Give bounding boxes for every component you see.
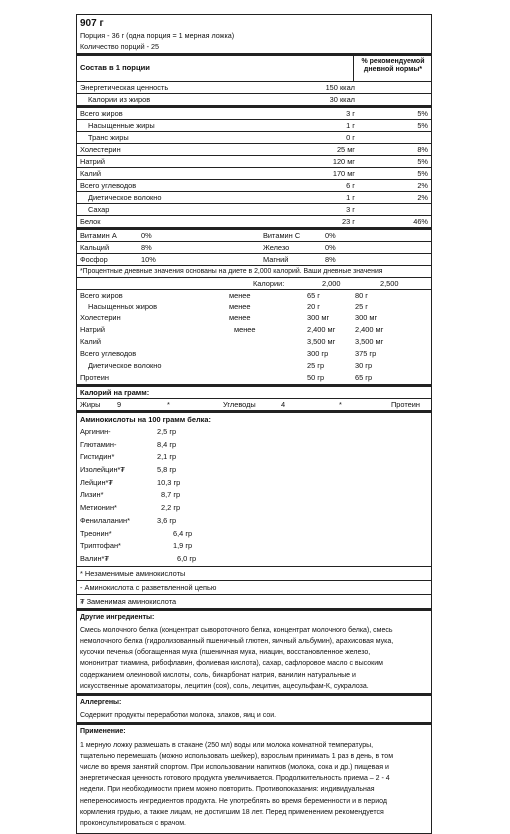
ingredients-line: искусственные ароматизаторы, лецитин (соя), соль, лецитин, ацесульфам-К, сукралоза. [80,682,369,690]
nutrient-name: Всего жиров [80,109,123,118]
nutrient-amount: 6 г [346,181,355,190]
fat-label: Жиры [80,400,101,409]
dv-header-line1: % рекомендуемой [361,58,425,65]
nutrient-name: Энергетическая ценность [80,83,169,92]
nutrient-name: Натрий [80,157,106,166]
vitamin-name: Фосфор [80,255,108,264]
vitamin-name: Магний [263,255,289,264]
vitamins-section [77,227,431,265]
nutrient-amount: 23 г [342,217,355,226]
nutrient-amount: 3 г [346,205,355,214]
daily-name: Протеин [80,373,109,382]
nutrient-name: Диетическое волокно [88,193,162,202]
nutrient-name: Насыщенные жиры [88,121,155,130]
amino-row [77,553,431,566]
nutrient-dv: 5% [417,109,428,118]
usage-line: проконсультироваться с врачом. [80,820,186,828]
daily-row [77,360,431,372]
amino-name: Лейцин*₮ [80,477,113,487]
calories-header-row [77,278,431,289]
composition-title: Состав в 1 порции [80,63,150,72]
usage-line: числе во время занятий спортом. При использовании напитков (молока, сока и др.) пищевая и [80,764,389,771]
composition-header [77,53,431,81]
legend-bcaa: ‑ Аминокислота с разветвленной цепью [80,582,217,592]
amino-name: Лизин* [80,490,104,500]
nutrient-name: Белок [80,217,101,226]
legend-row [77,580,431,594]
energy-row [77,93,431,105]
nutrient-dv: 8% [417,145,428,154]
daily-row [77,336,431,348]
energy-section [77,81,431,105]
daily-row [77,290,431,301]
amino-row [77,464,431,477]
amino-value: 8,7 гр [161,490,181,500]
daily-v2: 65 гр [355,373,373,382]
nutrition-label [76,14,432,834]
nutrient-name: Всего углеводов [80,181,137,190]
vitamin-value: 8% [325,255,336,264]
nutrient-amount: 30 ккал [329,95,355,104]
usage-line: энергетическая ценность готового продукта увеличивается. Продолжительность приема – 2 - 4 [80,775,390,783]
vitamin-row [77,253,431,265]
daily-cmp: менее [229,302,251,311]
daily-row [77,372,431,384]
nutrient-dv: 5% [417,121,428,130]
allergens [77,693,431,722]
daily-v1: 25 гр [307,361,325,370]
daily-name: Насыщенных жиров [88,302,158,311]
daily-v2: 80 г [355,291,368,300]
vitamin-value: 8% [141,243,152,252]
nutrient-dv: 2% [417,193,428,202]
amino-name: Метионин* [80,503,117,513]
daily-v1: 3,500 мг [307,337,336,346]
vitamin-row [77,230,431,241]
nutrient-row [77,131,431,143]
usage-line: кормления грудью, а также лицам, не достигшим 18 лет. Перед применением рекомендуется [80,808,384,816]
amino-value: 2,2 гр [161,503,181,513]
nutrient-row [77,143,431,155]
vitamin-name: Витамин C [263,231,301,240]
nutrient-amount: 3 г [346,109,355,118]
amino-legend [77,566,431,608]
daily-row [77,348,431,360]
usage-title: Применение: [80,728,126,736]
amino-row [77,502,431,515]
amino-name: Триптофан* [80,541,121,551]
usage-line: 1 мерную ложку размешать в стакане (250 мл) воды или молока комнатной температуры, [80,741,374,749]
daily-v1: 50 гр [307,373,325,382]
usage-line: тщательно перемешать (можно использовать шейкер), взрослым принимать 1 раз в день, в том [80,752,394,760]
allergens-text: Содержит продукты переработки молока, злаков, яиц и сои. [80,712,277,720]
daily-row [77,312,431,324]
daily-name: Всего углеводов [80,349,137,358]
nutrient-dv: 46% [413,217,428,226]
amino-name: Треонин* [80,528,112,538]
amino-row [77,489,431,502]
amino-value: 5,8 гр [157,465,177,475]
amino-name: Аргинин‑ [80,427,111,436]
amino-value: 2,5 гр [157,427,177,436]
daily-name: Всего жиров [80,291,123,300]
carb-label: Углеводы [223,400,256,409]
nutrient-dv: 2% [417,181,428,190]
ingredients-line: кусочки печенья (обогащенная мука (пшеничная мука, ниацин, восстановленное железо, [80,649,371,657]
nutrient-amount: 170 мг [332,169,355,178]
vitamin-name: Железо [263,243,290,252]
daily-v1: 300 гр [307,349,329,358]
servings-count: Количество порций - 25 [80,42,160,51]
protein-label: Протеин [391,400,420,409]
amino-title-row [77,413,431,426]
calories-per-gram-title-row [77,387,431,398]
amino-value: 10,3 гр [157,477,181,487]
daily-row [77,301,431,312]
ingredients-line: немолочного белка (гидролизованный пшеничный глютен, яичный альбумин), арахисовая мука, [80,637,394,645]
label-header [77,15,431,53]
carb-value: 4 [281,400,286,409]
amino-list [77,426,431,566]
amino-value: 6,0 гр [177,553,197,563]
vitamin-row [77,241,431,253]
amino-value: 2,1 гр [157,452,177,462]
nutrients-section [77,105,431,227]
daily-v2: 30 гр [355,361,373,370]
nutrient-dv: 5% [417,157,428,166]
nutrient-name: Транс жиры [88,133,129,142]
amino-value: 1,9 гр [173,541,193,551]
amino-value: 3,6 гр [157,515,177,525]
nutrient-name: Калий [80,169,101,178]
serving-size: Порция - 36 г (одна порция = 1 мерная ложка) [80,31,235,40]
nutrient-name: Сахар [88,205,110,214]
calories-label: Калории: [253,279,285,288]
amino-name: Изолейцин*₮ [80,465,125,475]
allergens-title: Аллергены: [80,698,122,706]
vitamin-value: 0% [325,243,336,252]
nutrient-amount: 0 г [346,133,355,142]
ingredients-line: содержанием олеиновой кислоты, соль, бикарбонат натрия, ванилин натуральные и [80,671,356,679]
net-weight: 907 г [80,18,104,29]
nutrient-name: Калории из жиров [88,95,151,104]
daily-v1: 20 г [307,302,320,311]
daily-name: Холестерин [80,313,121,322]
vitamin-value: 0% [325,231,336,240]
ingredients-line: Смесь молочного белка (концентрат сывороточного белка, концентрат молочного белка), смесь [80,626,393,634]
amino-value: 6,4 гр [173,528,193,538]
amino-row [77,528,431,541]
legend-essential: * Незаменимые аминокислоты [80,568,186,578]
dv-header-line2: дневной нормы* [363,66,423,73]
amino-row [77,426,431,439]
amino-row [77,540,431,553]
nutrient-row [77,191,431,203]
amino-row [77,451,431,464]
nutrient-row [77,155,431,167]
usage [77,722,431,833]
calories-col-2: 2,500 [380,279,399,288]
daily-cmp: менее [229,291,251,300]
amino-row [77,477,431,490]
amino-name: Глютамин‑ [80,439,117,449]
usage-line: недели. При необходимости прием можно повторить. Противопоказания: индивидуальная [80,786,375,794]
nutrient-amount: 1 г [346,121,355,130]
daily-v2: 25 г [355,302,368,311]
ingredients-line: мононитрат тиамина, рибофлавин, фолиевая кислота), сахар, сафлоровое масло с высоким [80,660,383,668]
amino-name: Валин*₮ [80,553,109,563]
vitamin-value: 10% [141,255,156,264]
daily-values-table [77,277,431,384]
daily-v2: 375 гр [355,349,377,358]
daily-v1: 65 г [307,291,320,300]
amino-name: Фенилаланин* [80,515,130,525]
daily-name: Натрий [80,325,106,334]
daily-name: Диетическое волокно [88,361,162,370]
amino-row [77,515,431,528]
amino-title: Аминокислоты на 100 грамм белка: [80,415,211,424]
footnote-text: *Процентные дневные значения основаны на диете в 2,000 калорий. Ваши дневные значения [80,268,383,275]
nutrient-amount: 25 мг [336,145,355,154]
legend-nonessential: ₮ Заменимая аминокислота [80,596,177,606]
amino-name: Гистидин* [80,452,115,462]
amino-value: 8,4 гр [157,439,177,449]
nutrient-row [77,179,431,191]
amino-section [77,410,431,608]
calories-per-gram-section [77,384,431,410]
daily-v2: 2,400 мг [355,325,384,334]
nutrient-dv: 5% [417,169,428,178]
nutrient-row [77,108,431,119]
daily-cmp: менее [229,313,251,322]
separator: * [339,400,342,409]
vitamin-name: Кальций [80,243,110,252]
energy-row [77,82,431,93]
calories-per-gram-row [77,398,431,410]
dv-header [353,56,432,81]
daily-name: Калий [80,337,101,346]
nutrient-row [77,203,431,215]
daily-cmp: менее [234,325,256,334]
nutrient-amount: 120 мг [332,157,355,166]
daily-v1: 2,400 мг [307,325,336,334]
nutrient-row [77,119,431,131]
daily-v1: 300 мг [307,313,330,322]
legend-row [77,567,431,580]
daily-row [77,324,431,336]
nutrient-name: Холестерин [80,145,121,154]
other-ingredients-title: Другие ингредиенты: [80,613,155,621]
calories-col-1: 2,000 [322,279,341,288]
amino-row [77,439,431,452]
vitamin-value: 0% [141,231,152,240]
nutrient-row [77,167,431,179]
nutrient-row [77,215,431,227]
fat-value: 9 [117,400,122,409]
other-ingredients [77,608,431,693]
nutrient-amount: 1 г [346,193,355,202]
usage-line: непереносимость ингредиентов продукта. Не употреблять во время беременности и в период [80,797,387,805]
daily-v2: 3,500 мг [355,337,384,346]
footnote-row [77,265,431,277]
daily-v2: 300 мг [355,313,378,322]
daily-values-body [77,289,431,384]
calories-per-gram-title: Калорий на грамм: [80,388,150,397]
vitamin-name: Витамин A [80,231,117,240]
nutrient-amount: 150 ккал [325,83,355,92]
separator: * [167,400,170,409]
legend-row [77,594,431,608]
